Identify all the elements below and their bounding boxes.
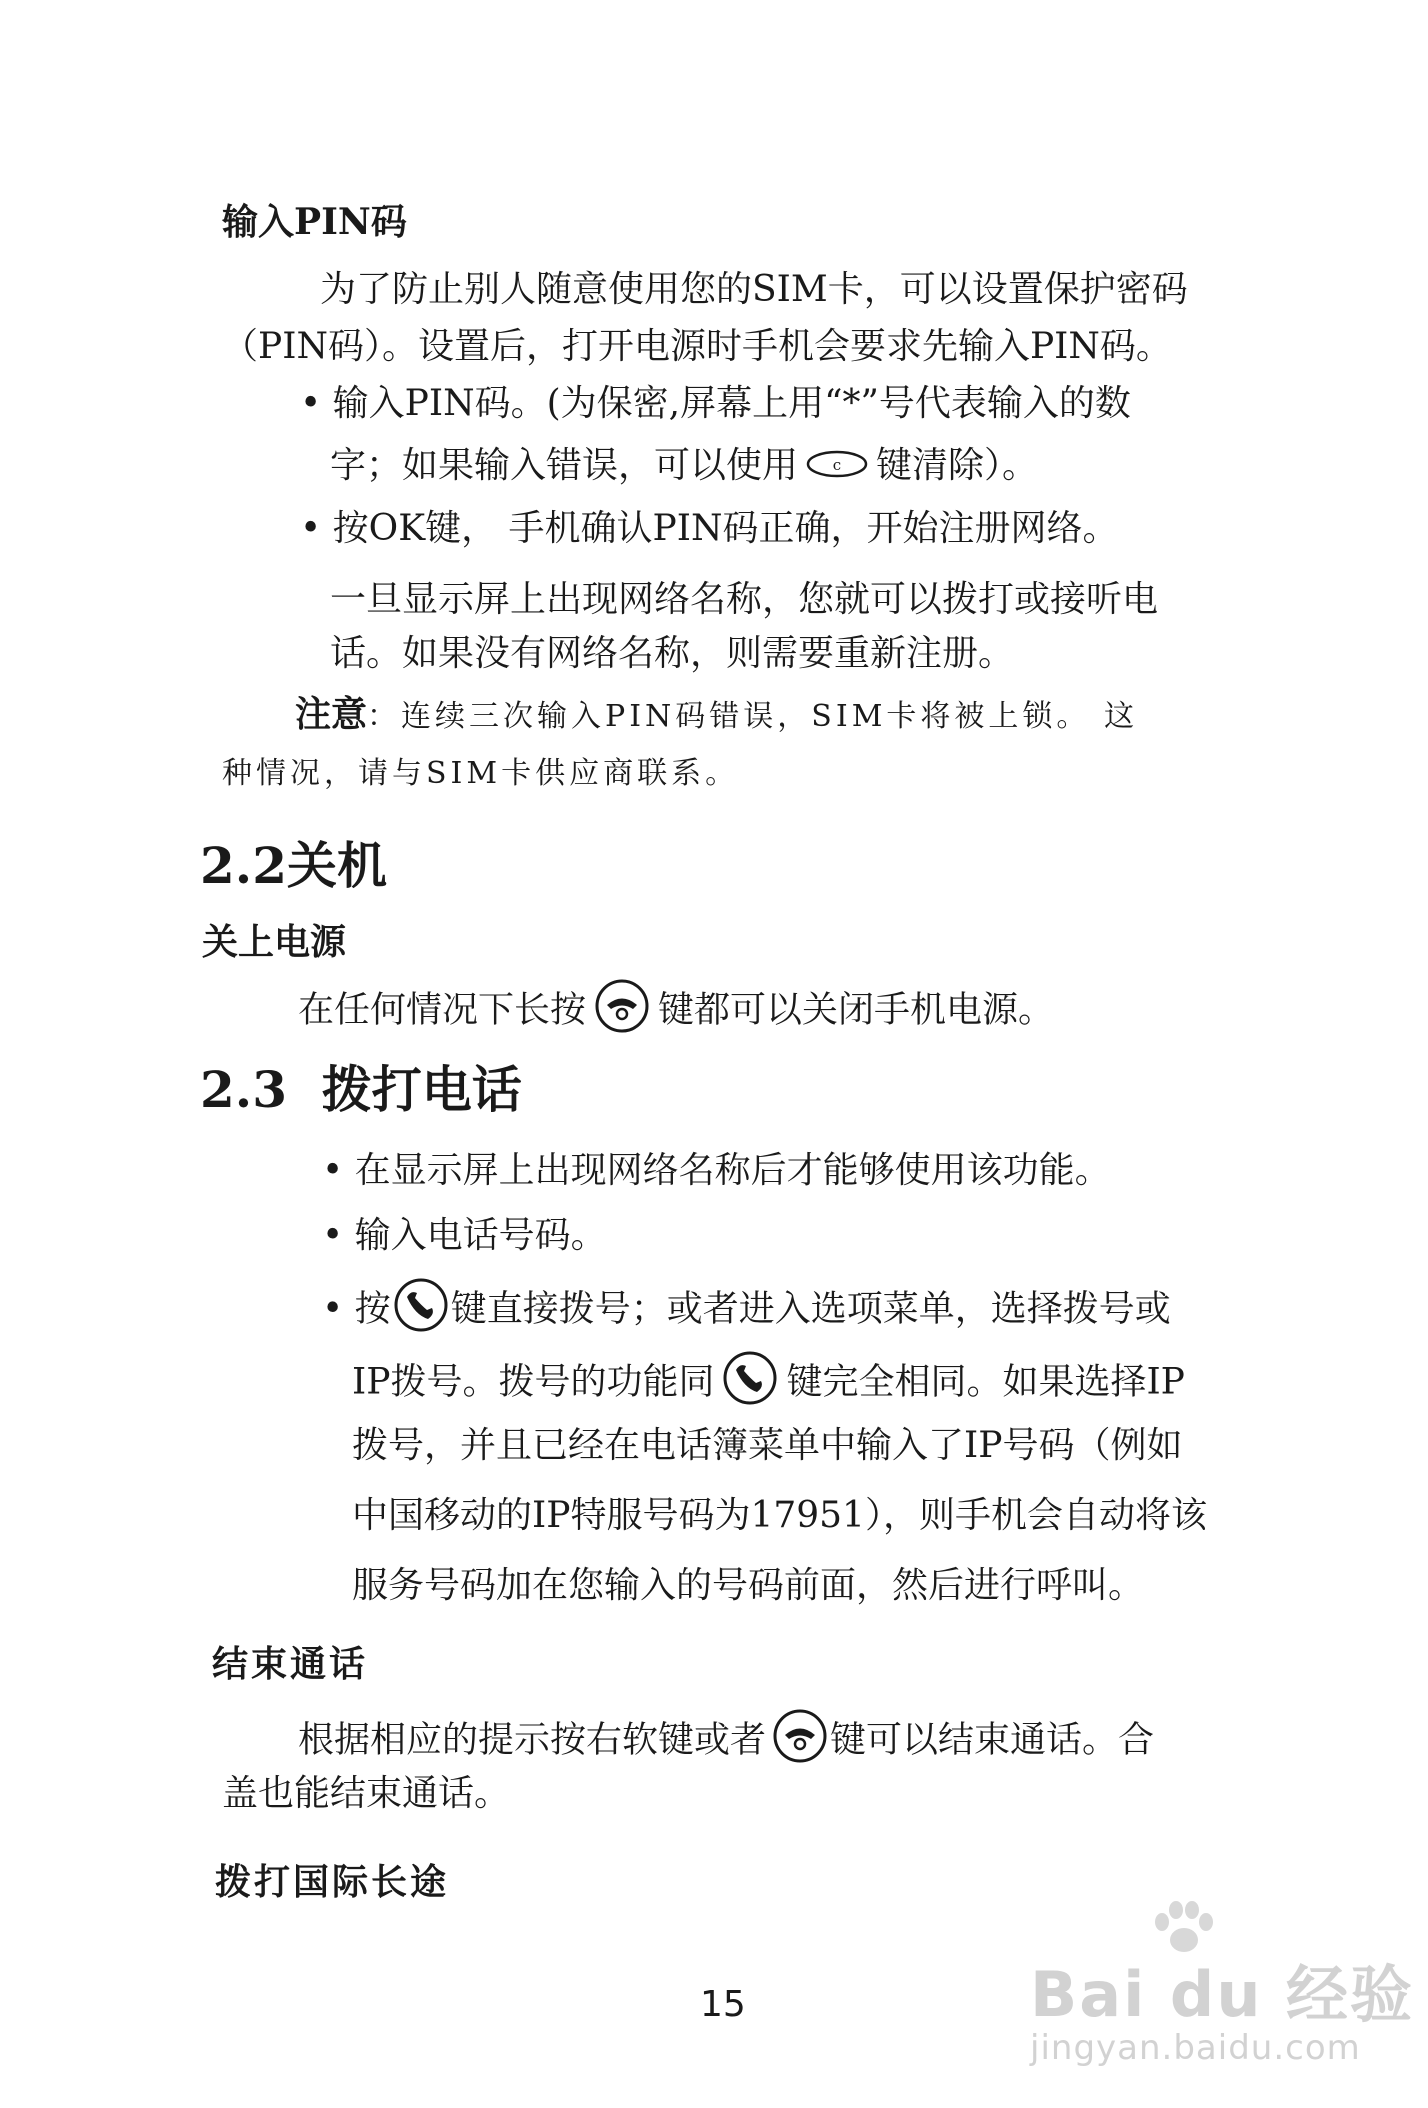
- call-line5: 服务号码加在您输入的号码前面，然后进行呼叫。: [352, 1565, 1145, 1606]
- poweroff-subheading: 关上电源: [202, 921, 347, 963]
- send-call-icon: [393, 1277, 449, 1346]
- pin-bullet1-line2: [330, 442, 1038, 492]
- pin-heading: 输入PIN码: [222, 201, 407, 243]
- end-call-heading: 结束通话: [212, 1643, 369, 1685]
- end-call-text-a: 根据相应的提示按右软键或者: [298, 1719, 767, 1761]
- pin-bullet2: • 按OK键， 手机确认PIN码正确，开始注册网络。: [300, 508, 1119, 549]
- call-line2-text-b: 键完全相同。如果选择IP: [786, 1361, 1185, 1403]
- note-label: 注意: [295, 693, 368, 735]
- pin-note-line1: [295, 690, 1138, 741]
- call-bullet2: • 输入电话号码。: [322, 1215, 607, 1256]
- clear-key-label: c: [832, 456, 842, 474]
- intl-heading: 拨打国际长途: [215, 1861, 450, 1903]
- pin-follow-line1: 一旦显示屏上出现网络名称，您就可以拨打或接听电: [330, 579, 1159, 620]
- call-line2-text-a: IP拨号。拨号的功能同: [352, 1361, 715, 1403]
- call-bullet3-text-b: 键直接拨号；或者进入选项菜单，选择拨号或: [450, 1288, 1171, 1330]
- poweroff-heading: 2.2关机: [200, 836, 387, 895]
- end-call-text-b: 键可以结束通话。合: [830, 1719, 1155, 1761]
- end-call-text-line2: 盖也能结束通话。: [222, 1773, 511, 1814]
- call-line3: 拨号，并且已经在电话簿菜单中输入了IP号码（例如: [352, 1425, 1183, 1466]
- poweroff-text-a: 在任何情况下长按: [298, 989, 587, 1031]
- call-line2: [352, 1350, 1185, 1419]
- send-call-icon: [722, 1350, 778, 1419]
- pin-follow-line2: 话。如果没有网络名称，则需要重新注册。: [330, 633, 1015, 674]
- end-call-icon: [772, 1708, 828, 1777]
- poweroff-text-b: 键都可以关闭手机电源。: [658, 989, 1055, 1031]
- pin-para-line2: （PIN码）。设置后，打开电源时手机会要求先输入PIN码。: [222, 326, 1172, 367]
- clear-key-icon: [806, 444, 868, 492]
- end-call-icon: [594, 978, 650, 1047]
- call-bullet3-line1: [322, 1277, 1171, 1346]
- call-bullet1: • 在显示屏上出现网络名称后才能够使用该功能。: [322, 1150, 1111, 1191]
- call-heading: 2.3 拨打电话: [200, 1060, 522, 1119]
- paw-icon: [1148, 1900, 1218, 1960]
- poweroff-text: [298, 978, 1054, 1047]
- end-call-text-line1: [298, 1708, 1154, 1777]
- pin-bullet1-line1: • 输入PIN码。(为保密,屏幕上用“*”号代表输入的数: [300, 383, 1131, 424]
- page-number: 15: [700, 1984, 746, 2025]
- call-line4: 中国移动的IP特服号码为17951），则手机会自动将该: [352, 1495, 1207, 1536]
- pin-para-line1: 为了防止别人随意使用您的SIM卡，可以设置保护密码: [320, 269, 1188, 310]
- note-text1: ：连续三次输入PIN码错误，SIM卡将被上锁。 这: [367, 699, 1138, 734]
- call-bullet3-text-a: • 按: [322, 1288, 391, 1330]
- watermark-url: jingyan.baidu.com: [1030, 2028, 1361, 2068]
- pin-bullet1-text-a: 字；如果输入错误，可以使用: [330, 445, 799, 486]
- baidu-logo-watermark: Bai du 经验: [1030, 1958, 1415, 2031]
- pin-bullet1-text-b: 键清除）。: [876, 445, 1039, 486]
- pin-note-line2: 种情况，请与SIM卡供应商联系。: [222, 756, 740, 791]
